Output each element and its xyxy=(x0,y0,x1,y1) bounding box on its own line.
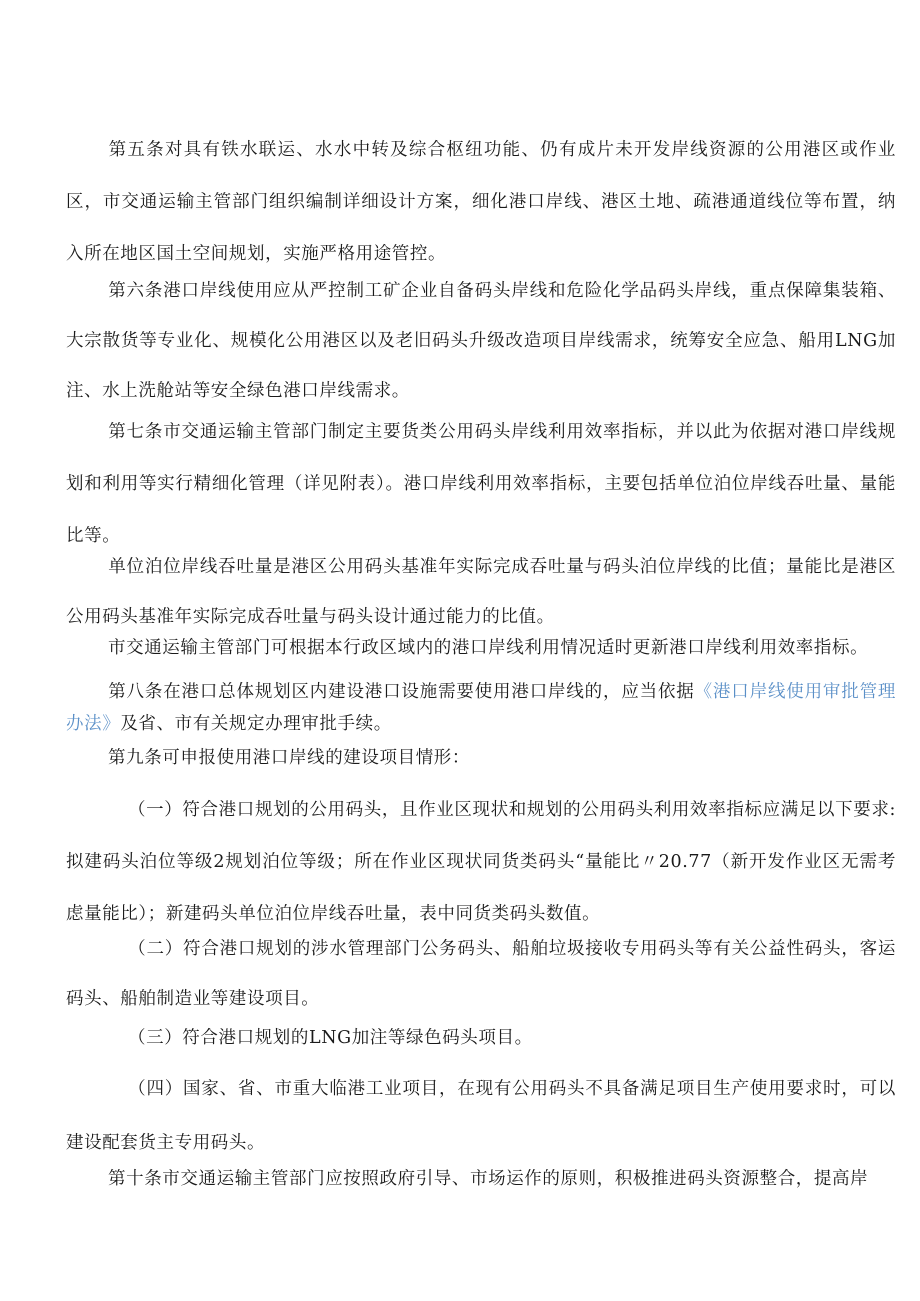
article-9-item-4-text: （四）国家、省、市重大临港工业项目，在现有公用码头不具备满足项目生产使用要求时，可以建设配套货主专用码头。 xyxy=(66,1079,896,1153)
article-8 xyxy=(66,676,896,740)
article-7-update-text: 市交通运输主管部门可根据本行政区域内的港口岸线利用情况适时更新港口岸线利用效率指标。 xyxy=(108,638,869,658)
article-7-update xyxy=(66,630,896,666)
article-9-item-1 xyxy=(66,784,896,940)
article-9-item-2 xyxy=(66,924,896,1024)
article-5 xyxy=(66,124,896,280)
article-10 xyxy=(66,1156,896,1202)
article-7-definition-text: 单位泊位岸线吞吐量是港区公用码头基准年实际完成吞吐量与码头泊位岸线的比值；量能比是港区公用码头基准年实际完成吞吐量与码头设计通过能力的比值。 xyxy=(66,557,896,627)
article-7-definition xyxy=(66,542,896,642)
article-7-text: 第七条市交通运输主管部门制定主要货类公用码头岸线利用效率指标，并以此为依据对港口岸线规划和利用等实行精细化管理（详见附表）。港口岸线利用效率指标，主要包括单位泊位岸线吞吐量、量能比等。 xyxy=(66,422,896,546)
article-9 xyxy=(66,738,896,778)
article-8-text-post: 及省、市有关规定办理审批手续。 xyxy=(120,714,392,734)
regulation-link[interactable]: 《港口岸线使用审批管理办法》 xyxy=(66,682,896,734)
article-7 xyxy=(66,406,896,562)
article-6-text: 第六条港口岸线使用应从严控制工矿企业自备码头岸线和危险化学品码头岸线，重点保障集装箱、大宗散货等专业化、规模化公用港区以及老旧码头升级改造项目岸线需求，统筹安全应急、船用LNG加注、水上洗舱站等安全绿色港口岸线需求。 xyxy=(66,281,896,401)
article-9-item-2-text: （二）符合港口规划的涉水管理部门公务码头、船舶垃圾接收专用码头等有关公益性码头，客运码头、船舶制造业等建设项目。 xyxy=(66,939,896,1009)
article-8-text-pre: 第八条在港口总体规划区内建设港口设施需要使用港口岸线的，应当依据 xyxy=(108,682,695,702)
article-9-text: 第九条可申报使用港口岸线的建设项目情形： xyxy=(108,748,470,768)
article-9-item-1-text: （一）符合港口规划的公用码头，且作业区现状和规划的公用码头利用效率指标应满足以下要求:拟建码头泊位等级2规划泊位等级；所在作业区现状同货类码头“量能比〃20.77（新开发作业区无需考虑量能比）；新建码头单位泊位岸线吞吐量，表中同货类码头数值。 xyxy=(66,800,896,924)
article-10-text: 第十条市交通运输主管部门应按照政府引导、市场运作的原则，积极推进码头资源整合，提高岸 xyxy=(108,1169,869,1189)
article-9-item-3 xyxy=(66,1020,896,1056)
article-9-item-3-text: （三）符合港口规划的LNG加注等绿色码头项目。 xyxy=(128,1028,533,1048)
article-5-text: 第五条对具有铁水联运、水水中转及综合枢纽功能、仍有成片未开发岸线资源的公用港区或作业区，市交通运输主管部门组织编制详细设计方案，细化港口岸线、港区土地、疏港通道线位等布置，纳入所在地区国土空间规划，实施严格用途管控。 xyxy=(66,140,896,264)
article-9-item-4 xyxy=(66,1062,896,1170)
article-6 xyxy=(66,266,896,416)
